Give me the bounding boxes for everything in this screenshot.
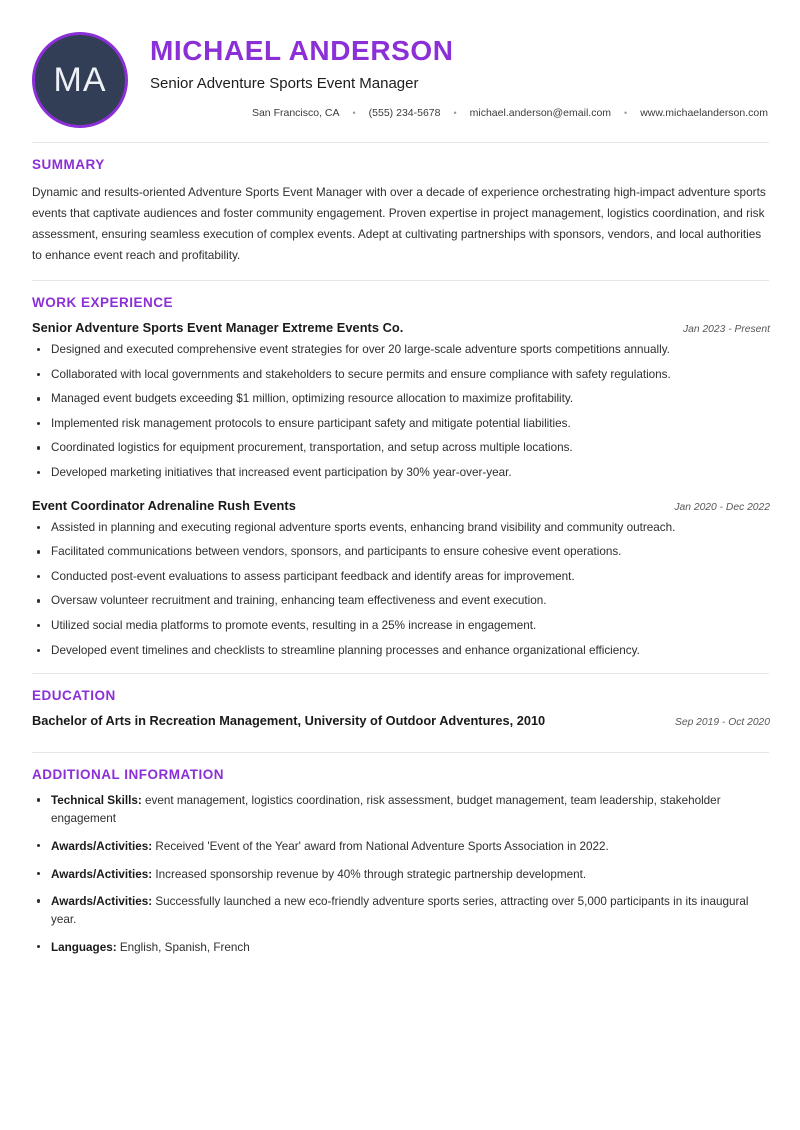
section-title-additional-information: ADDITIONAL INFORMATION [32, 767, 224, 783]
list-item: Developed marketing initiatives that increased event participation by 30% year-over-year. [32, 465, 770, 482]
candidate-job-title: Senior Adventure Sports Event Manager [150, 74, 419, 92]
job-header [32, 498, 770, 513]
education-entry [32, 713, 770, 728]
list-item [32, 939, 770, 957]
info-text: English, Spanish, French [116, 940, 250, 954]
job-entry [32, 498, 770, 660]
contact-location: San Francisco, CA [251, 106, 340, 119]
section-title-summary: SUMMARY [32, 157, 105, 172]
list-item [32, 866, 770, 884]
info-label: Awards/Activities: [51, 867, 153, 881]
contact-separator-icon: • [624, 107, 628, 118]
contact-website[interactable]: www.michaelanderson.com [640, 106, 768, 119]
info-label: Awards/Activities: [51, 839, 153, 853]
resume-header [32, 22, 770, 128]
section-title-work-experience: WORK EXPERIENCE [32, 294, 174, 310]
list-item: Implemented risk management protocols to ensure participant safety and mitigate potential liabilities. [32, 416, 770, 433]
avatar-initials: MA [53, 60, 107, 99]
list-item: Utilized social media platforms to promote events, resulting in a 25% increase in engagement. [32, 618, 770, 635]
list-item [32, 792, 770, 828]
job-entry [32, 320, 770, 482]
section-title-education: EDUCATION [32, 688, 116, 704]
info-label: Languages: [51, 940, 117, 954]
info-label: Technical Skills: [51, 794, 142, 808]
contact-phone: (555) 234-5678 [368, 106, 441, 119]
list-item: Conducted post-event evaluations to assess participant feedback and identify areas for improvement. [32, 569, 770, 586]
contact-line [150, 107, 770, 119]
list-item: Managed event budgets exceeding $1 million, optimizing resource allocation to maximize profitability. [32, 391, 770, 408]
job-heading: Senior Adventure Sports Event Manager Extreme Events Co. [32, 319, 404, 335]
info-text: Received 'Event of the Year' award from National Adventure Sports Association in 2022. [152, 839, 609, 853]
list-item: Designed and executed comprehensive event strategies for over 20 large-scale adventure sports competitions annually. [32, 342, 770, 359]
section-education [32, 674, 770, 728]
section-work-experience [32, 281, 770, 659]
job-header [32, 320, 770, 335]
list-item: Facilitated communications between vendors, sponsors, and participants to ensure cohesive event operations. [32, 544, 770, 561]
info-label: Awards/Activities: [51, 895, 153, 909]
education-dates: Sep 2019 - Oct 2020 [674, 717, 770, 729]
list-item: Developed event timelines and checklists to streamline planning processes and enhance organizational efficiency. [32, 643, 770, 660]
section-additional-information [32, 753, 770, 956]
info-text: event management, logistics coordination, risk assessment, budget management, team leadership, stakeholder engagement [51, 794, 721, 826]
job-dates: Jan 2020 - Dec 2022 [674, 501, 770, 513]
job-bullet-list [32, 520, 770, 660]
list-item: Collaborated with local governments and stakeholders to secure permits and ensure compliance with safety regulations. [32, 367, 770, 384]
list-item [32, 838, 770, 856]
job-dates: Jan 2023 - Present [682, 323, 770, 335]
summary-text: Dynamic and results-oriented Adventure Sports Event Manager with over a decade of experience orchestrating high-impact adventure sports events that captivate audiences and foster community engagement. Proven expertise in project management, logistics coordination, and risk assessment, ensuring seamless execution of complex events. Adept at cultivating partnerships with sponsors, vendors, and local authorities to enhance event reach and profitability. [32, 185, 766, 262]
contact-email[interactable]: michael.anderson@email.com [469, 106, 612, 119]
info-text: Increased sponsorship revenue by 40% through strategic partnership development. [152, 867, 587, 881]
section-summary [32, 143, 770, 266]
list-item: Assisted in planning and executing regional adventure sports events, enhancing brand visibility and community outreach. [32, 520, 770, 537]
job-heading: Event Coordinator Adrenaline Rush Events [32, 497, 296, 513]
contact-separator-icon: • [352, 107, 356, 118]
contact-separator-icon: • [453, 107, 457, 118]
job-bullet-list [32, 342, 770, 482]
info-text: Successfully launched a new eco-friendly adventure sports series, attracting over 5,000 participants in its inaugural year. [51, 895, 749, 927]
list-item: Coordinated logistics for equipment procurement, transportation, and setup across multiple locations. [32, 440, 770, 457]
additional-info-list [32, 792, 770, 956]
header-text-block [128, 30, 770, 119]
avatar [32, 32, 128, 128]
education-degree: Bachelor of Arts in Recreation Management, University of Outdoor Adventures, 2010 [32, 713, 546, 729]
list-item [32, 893, 770, 929]
candidate-name: MICHAEL ANDERSON [150, 35, 454, 66]
list-item: Oversaw volunteer recruitment and training, enhancing team effectiveness and event execution. [32, 593, 770, 610]
